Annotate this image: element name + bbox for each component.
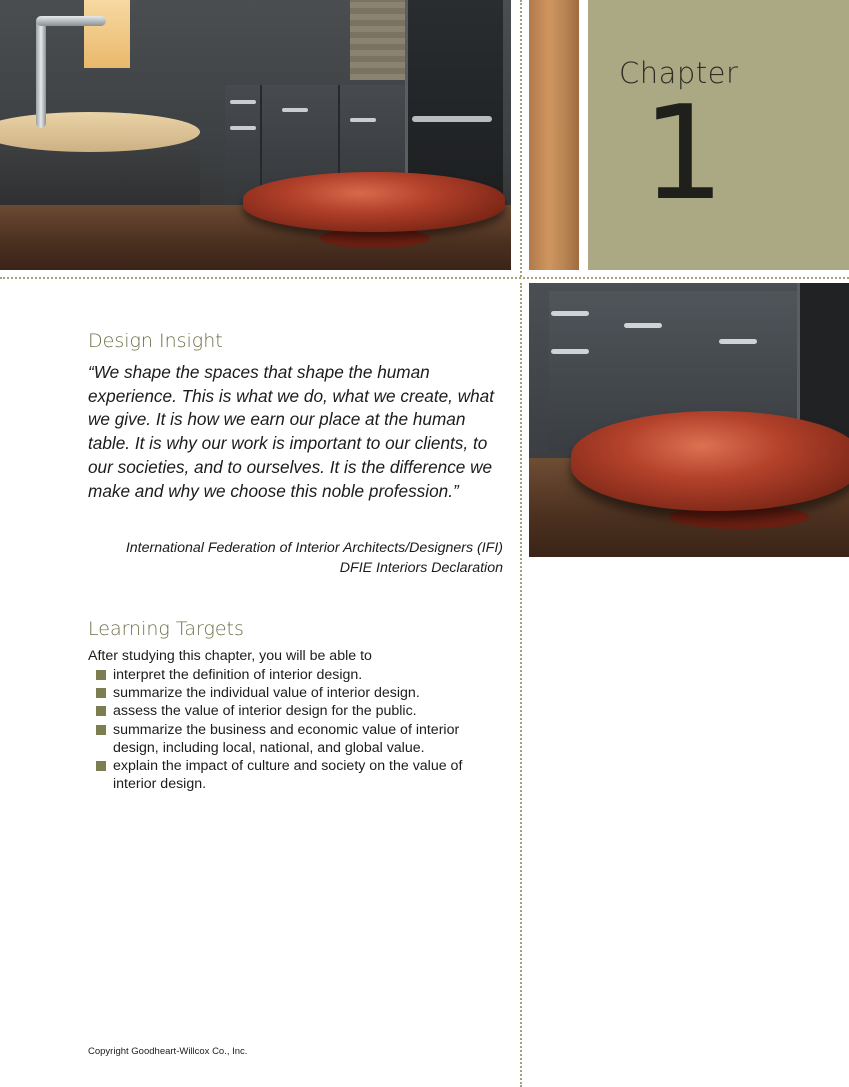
list-item-text: explain the impact of culture and society on the value of interior design. bbox=[113, 758, 463, 793]
divider-vertical-top bbox=[520, 0, 522, 277]
list-item-text: interpret the definition of interior design. bbox=[113, 667, 363, 683]
insight-quote: “We shape the spaces that shape the human experience. This is what we do, what we create, what we give. It is how we earn our place at the human table. It is why our work is important to our clients, to our societies, and to ourselves. It is the difference we make and why we choose this noble profession.” bbox=[88, 362, 495, 501]
square-bullet-icon bbox=[96, 706, 106, 716]
faucet-spout bbox=[36, 16, 106, 26]
square-bullet-icon bbox=[96, 725, 106, 735]
copyright-notice: Copyright Goodheart-Willcox Co., Inc. bbox=[88, 1046, 248, 1057]
cabinet-handle bbox=[230, 126, 256, 130]
cabinet-handle bbox=[624, 323, 662, 328]
list-item bbox=[96, 757, 506, 793]
list-item bbox=[96, 684, 506, 702]
square-bullet-icon bbox=[96, 688, 106, 698]
cabinet-handle bbox=[719, 339, 757, 344]
chapter-label: Chapter bbox=[619, 56, 739, 90]
square-bullet-icon bbox=[96, 670, 106, 680]
learning-targets-intro: After studying this chapter, you will be able to bbox=[88, 648, 372, 664]
quote-attribution bbox=[88, 539, 503, 578]
wood-texture-strip bbox=[529, 0, 579, 270]
list-item-text: summarize the individual value of interior design. bbox=[113, 685, 420, 702]
chapter-number: 1 bbox=[642, 77, 725, 229]
cabinet-handle bbox=[551, 349, 589, 354]
learning-targets-list bbox=[96, 666, 506, 793]
list-item bbox=[96, 666, 506, 684]
red-bowl bbox=[243, 172, 505, 232]
cabinet-handle bbox=[282, 108, 308, 112]
island-countertop bbox=[0, 112, 200, 152]
kitchen-photo bbox=[0, 0, 511, 270]
backsplash-tiles bbox=[350, 0, 405, 80]
learning-targets-heading: Learning Targets bbox=[88, 618, 244, 640]
faucet bbox=[36, 18, 46, 128]
attribution-line: International Federation of Interior Architects/Designers (IFI) bbox=[125, 540, 503, 556]
attribution-line: DFIE Interiors Declaration bbox=[339, 559, 503, 576]
divider-vertical bbox=[520, 283, 522, 1087]
cabinet-handle bbox=[350, 118, 376, 122]
list-item bbox=[96, 721, 506, 757]
bowl-closeup-photo bbox=[529, 283, 849, 557]
square-bullet-icon bbox=[96, 761, 106, 771]
list-item-text: assess the value of interior design for the public. bbox=[113, 703, 417, 720]
list-item-text: summarize the business and economic value of interior design, including local, national, and global value. bbox=[113, 721, 460, 756]
divider-horizontal bbox=[0, 277, 849, 279]
window bbox=[84, 0, 130, 68]
design-insight-heading: Design Insight bbox=[88, 330, 223, 352]
red-bowl bbox=[571, 411, 849, 511]
list-item bbox=[96, 702, 506, 720]
cabinet-handle bbox=[551, 311, 589, 316]
oven-handle bbox=[412, 116, 492, 122]
cabinet-handle bbox=[230, 100, 256, 104]
